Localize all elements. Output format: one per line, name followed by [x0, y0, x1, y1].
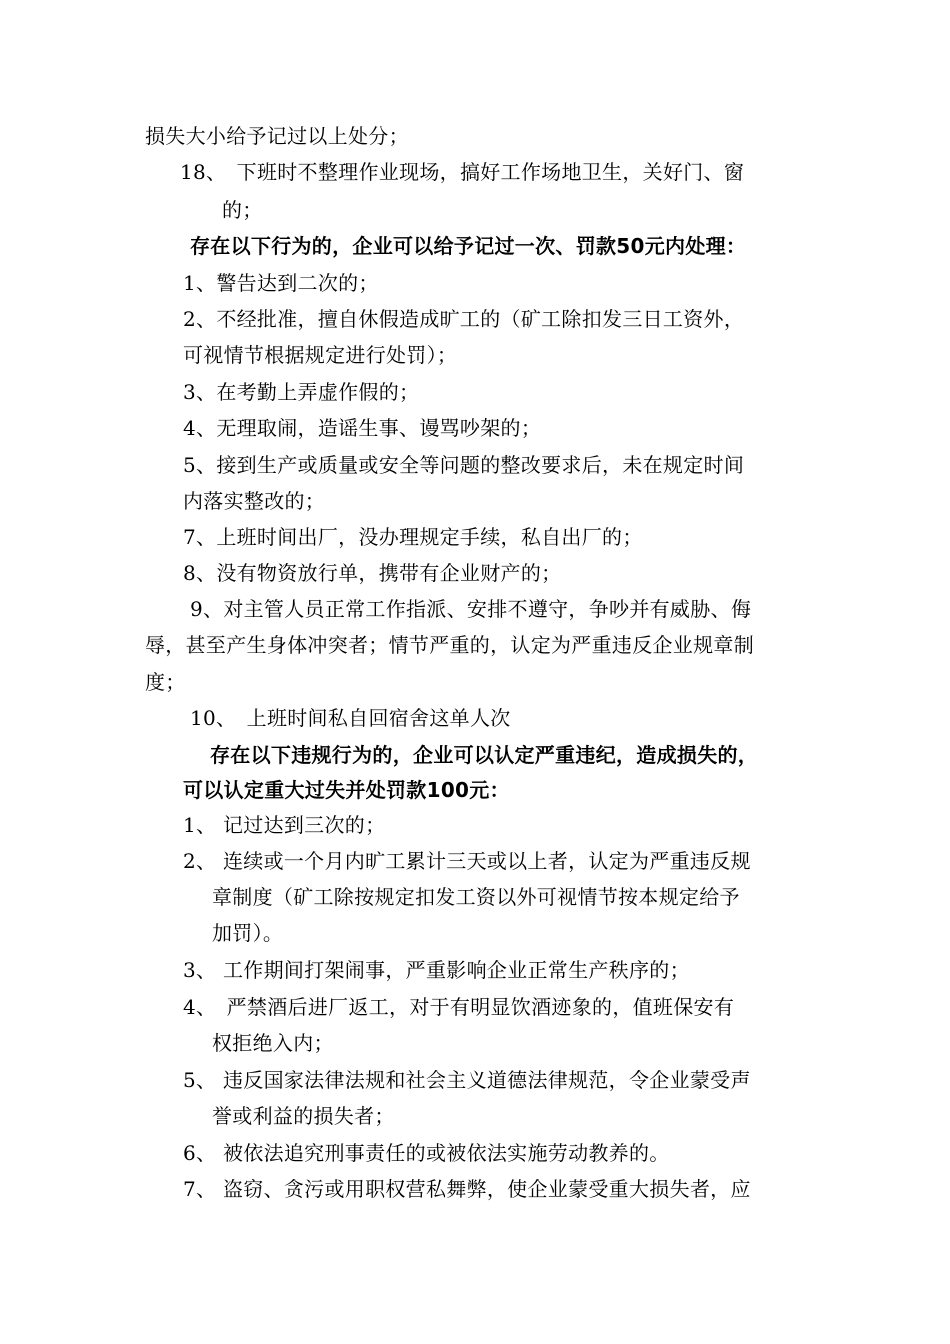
text-line: 3、 工作期间打架闹事，严重影响企业正常生产秩序的；	[183, 958, 690, 982]
text-line: 权拒绝入内；	[212, 1031, 334, 1055]
text-line: 1、警告达到二次的；	[183, 271, 379, 295]
section-heading: 存在以下违规行为的，企业可以认定严重违纪，造成损失的，	[210, 743, 759, 767]
text-line: 6、 被依法追究刑事责任的或被依法实施劳动教养的。	[183, 1141, 670, 1165]
text-line: 5、 违反国家法律法规和社会主义道德法律规范，令企业蒙受声	[183, 1068, 751, 1092]
text-line: 3、在考勤上弄虚作假的；	[183, 380, 420, 404]
text-line: 5、接到生产或质量或安全等问题的整改要求后，未在规定时间	[183, 453, 745, 477]
text-line: 7、上班时间出厂，没办理规定手续，私自出厂的；	[183, 525, 643, 549]
text-line: 10、 上班时间私自回宿舍这单人次	[190, 706, 511, 730]
text-line: 章制度（矿工除按规定扣发工资以外可视情节按本规定给予	[212, 885, 740, 909]
text-line: 7、 盗窃、贪污或用职权营私舞弊，使企业蒙受重大损失者，应	[183, 1177, 751, 1201]
text-line: 损失大小给予记过以上处分；	[145, 124, 409, 148]
text-line: 可视情节根据规定进行处罚）；	[183, 343, 458, 367]
text-line: 内落实整改的；	[183, 489, 326, 513]
text-line: 4、无理取闹，造谣生事、谩骂吵架的；	[183, 416, 542, 440]
text-line: 8、没有物资放行单，携带有企业财产的；	[183, 561, 562, 585]
text-line: 辱，甚至产生身体冲突者；情节严重的，认定为严重违反企业规章制	[145, 633, 754, 657]
text-line: 18、 下班时不整理作业现场，搞好工作场地卫生，关好门、窗	[180, 160, 745, 184]
text-line: 9、对主管人员正常工作指派、安排不遵守，争吵并有威胁、侮	[190, 597, 752, 621]
text-line: 1、 记过达到三次的；	[183, 813, 386, 837]
text-line: 度；	[145, 670, 186, 694]
text-line: 加罚）。	[212, 921, 284, 945]
text-line: 誉或利益的损失者；	[212, 1104, 395, 1128]
text-line: 的；	[222, 198, 263, 222]
text-line: 2、不经批准，擅自休假造成旷工的（矿工除扣发三日工资外，	[183, 307, 745, 331]
section-heading: 可以认定重大过失并处罚款100元：	[183, 778, 510, 802]
text-line: 4、 严禁酒后进厂返工，对于有明显饮酒迹象的，值班保安有	[183, 995, 735, 1019]
section-heading: 存在以下行为的，企业可以给予记过一次、罚款50元内处理：	[190, 234, 747, 258]
text-line: 2、 连续或一个月内旷工累计三天或以上者，认定为严重违反规	[183, 849, 751, 873]
